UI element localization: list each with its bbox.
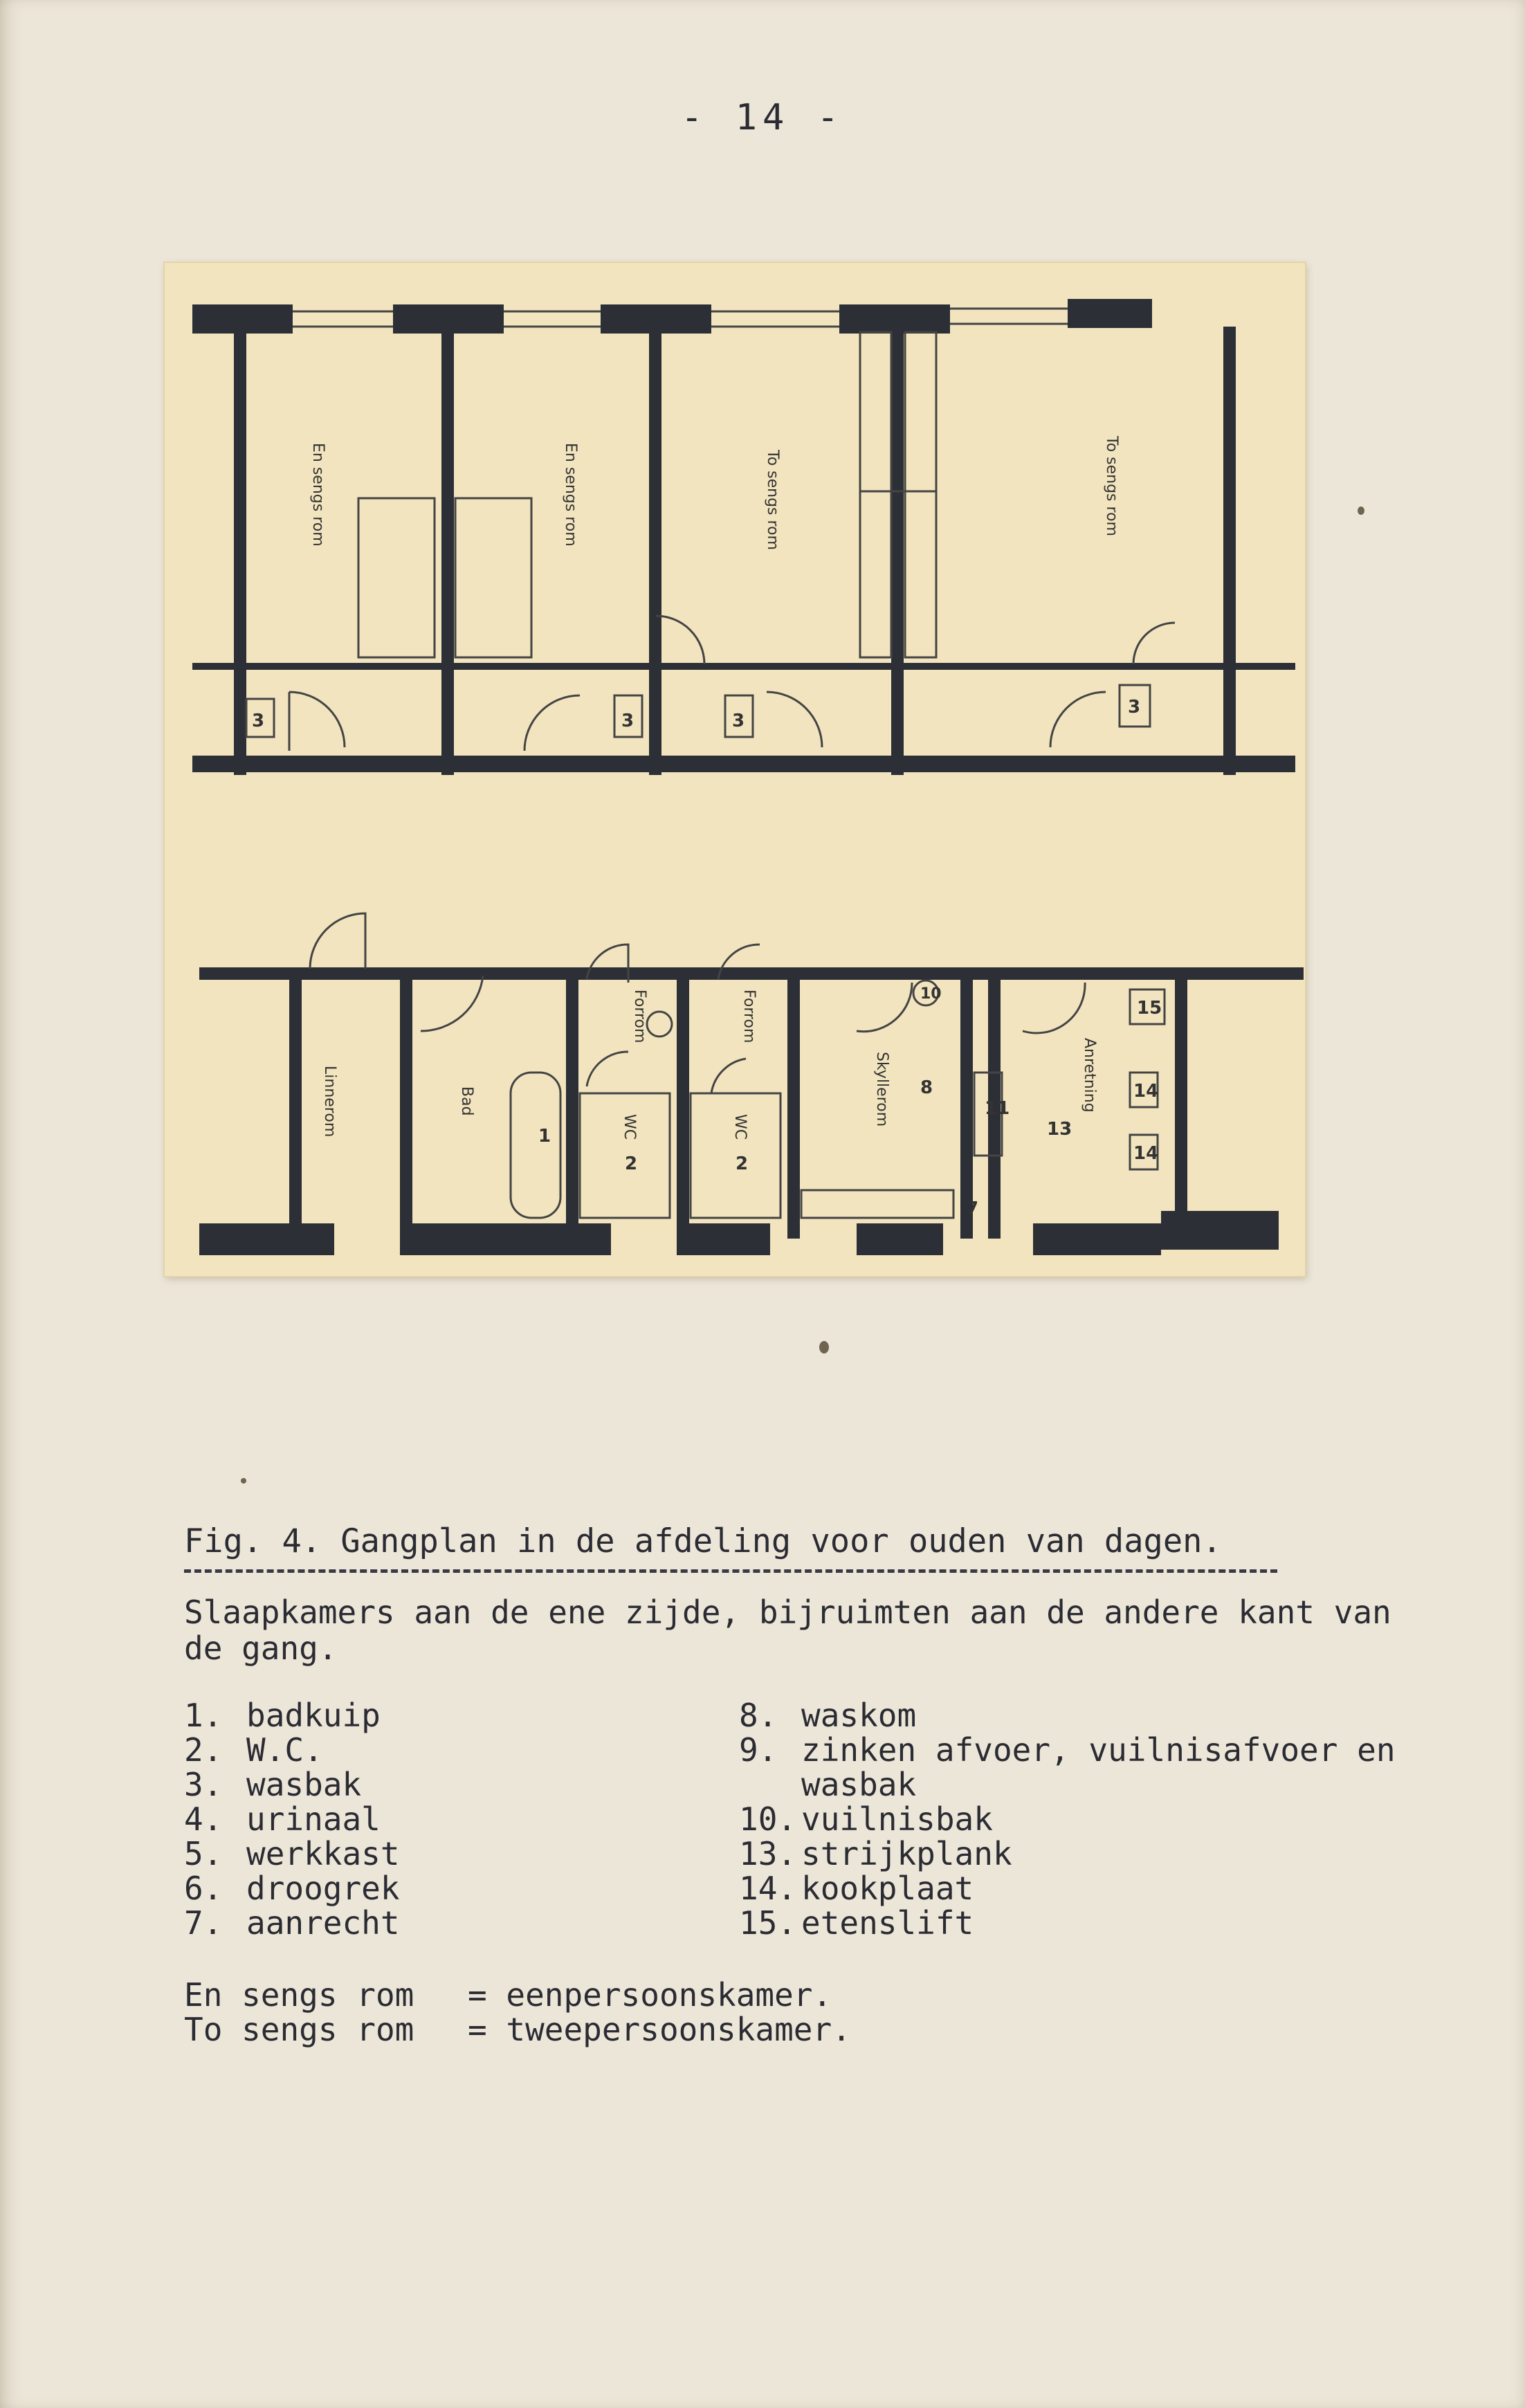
svg-text:2: 2 (736, 1153, 749, 1174)
abbreviation-row: En sengs rom = eenpersoonskamer. (184, 1976, 832, 2014)
legend-item: 9. zinken afvoer, vuilnisafvoer en (739, 1731, 1396, 1769)
figure-description: Slaapkamers aan de ene zijde, bijruimten aan de andere kant van de gang. (184, 1594, 1391, 1667)
legend-item: 15. etenslift (739, 1904, 974, 1942)
room-label-3: To sengs rom (764, 450, 781, 550)
svg-text:3: 3 (621, 711, 634, 731)
wc-label-2: WC (731, 1114, 749, 1140)
aux-label-forrom-2: Forrom (740, 989, 758, 1043)
aux-label-anretning: Anretning (1081, 1038, 1098, 1113)
svg-text:1: 1 (538, 1126, 551, 1147)
svg-text:8: 8 (920, 1077, 933, 1098)
svg-text:3: 3 (252, 711, 265, 731)
page-number: - 14 - (681, 97, 844, 138)
legend-item: 6. droogrek (184, 1870, 400, 1907)
paper-speck (1358, 507, 1364, 515)
legend-item: 3. wasbak (184, 1766, 362, 1803)
legend-item: 5. werkkast (184, 1835, 400, 1872)
legend-item: 14. kookplaat (739, 1870, 974, 1907)
wc-label-1: WC (621, 1114, 638, 1140)
aux-label-linen: Linnerom (321, 1066, 338, 1138)
svg-text:14: 14 (1133, 1081, 1159, 1102)
svg-text:3: 3 (1128, 697, 1141, 718)
paper-speck (241, 1478, 246, 1484)
svg-text:14: 14 (1133, 1143, 1159, 1164)
room-label-1: En sengs rom (309, 443, 327, 547)
floor-plan-image (165, 263, 1305, 1276)
svg-text:13: 13 (1047, 1119, 1072, 1140)
legend-item: 10. vuilnisbak (739, 1800, 993, 1838)
legend-item: 13. strijkplank (739, 1835, 1012, 1872)
legend-item: 7. aanrecht (184, 1904, 400, 1942)
aux-label-skyllerom: Skyllerom (873, 1052, 891, 1127)
svg-text:11: 11 (985, 1098, 1010, 1119)
abbreviation-row: To sengs rom = tweepersoonskamer. (184, 2011, 851, 2048)
svg-text:3: 3 (732, 711, 745, 731)
svg-text:2: 2 (625, 1153, 638, 1174)
abbreviation-list (184, 1978, 851, 2047)
aux-label-forrom-1: Forrom (631, 989, 648, 1043)
svg-text:7: 7 (966, 1198, 979, 1219)
legend-item: 2. W.C. (184, 1731, 323, 1769)
legend-left (184, 1698, 400, 1940)
aux-label-bath: Bad (458, 1086, 475, 1116)
legend-item-continuation: wasbak (801, 1766, 917, 1803)
svg-text:10: 10 (920, 985, 942, 1003)
dashed-divider (184, 1569, 1277, 1573)
figure-caption: Fig. 4. Gangplan in de afdeling voor ouden van dagen. (184, 1522, 1222, 1560)
floor-plan-drawing (165, 263, 1305, 1276)
legend-right (739, 1698, 1396, 1940)
svg-text:15: 15 (1137, 998, 1162, 1019)
paper-speck (819, 1341, 829, 1353)
legend-item: 4. urinaal (184, 1800, 381, 1838)
legend-item: 8. waskom (739, 1697, 917, 1734)
room-label-2: En sengs rom (562, 443, 579, 547)
room-label-4: To sengs rom (1103, 436, 1120, 536)
legend-item: 1. badkuip (184, 1697, 381, 1734)
